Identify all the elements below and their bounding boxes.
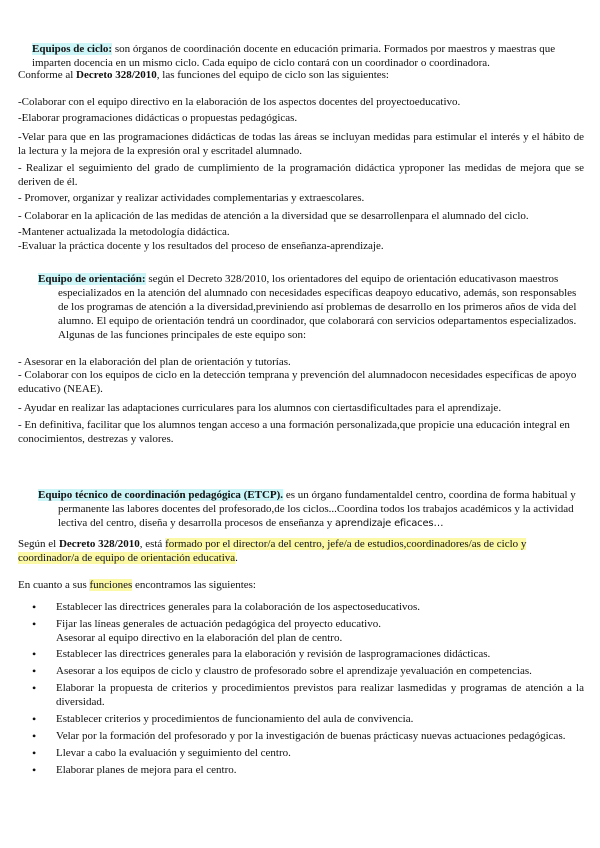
list-item: • Llevar a cabo la evaluación y seguimiento del centro.	[18, 746, 584, 760]
orientacion-text: según el Decreto 328/2010, los orientadores del equipo de orientación educativason maestros especializados en la atención del alumnado con necesidades específicas deapoyo educativo, además, son responsables de los programas de atención a la diversidad,previniendo así problemas de desarrollo en los primeros años de vida del alumno. El equipo de orientación tendrá un coordinador, que colaborará con servicios odepartamentos especializados. Algunas de las funciones principales de este equipo son:	[58, 273, 577, 341]
conforme-suffix: , las funciones del equipo de ciclo son las siguientes:	[156, 69, 389, 81]
segun-highlight: formado por el director/a del centro, jefe/a de estudios,coordinadores/as de ciclo y coordinador/a de equipo de orientación educativa	[18, 538, 527, 564]
ciclo-function: -Elaborar programaciones didácticas o propuestas pedagógicas.	[18, 112, 298, 124]
ciclo-intro	[18, 42, 584, 70]
etcp-funciones	[18, 578, 584, 592]
funciones-suffix: encontramos las siguientes:	[135, 579, 256, 591]
ciclo-function: - Promover, organizar y realizar actividades complementarias y extraescolares.	[18, 192, 365, 204]
etcp-intro	[18, 488, 584, 531]
funciones-word: funciones	[89, 579, 133, 591]
etcp-title: Equipo técnico de coordinación pedagógica (ETCP).	[38, 489, 284, 501]
ciclo-title: Equipos de ciclo:	[32, 43, 113, 55]
ciclo-function: -Colaborar con el equipo directivo en la elaboración de los aspectos docentes del proyectoeducativo.	[18, 96, 461, 108]
ciclo-function: -Evaluar la práctica docente y los resultados del proceso de enseñanza-aprendizaje.	[18, 240, 384, 252]
etcp-function-list	[18, 600, 584, 780]
list-item: • Asesorar a los equipos de ciclo y claustro de profesorado sobre el aprendizaje yevaluación en competencias.	[18, 664, 584, 678]
etcp-text: es un órgano fundamentaldel centro, coordina de forma habitual y permanente las labores docentes del profesorado,de los ciclos...Coordina todos los trabajos académicos y la actividad lectiva del centro, diseña y desarrolla procesos de enseñanza y	[58, 489, 576, 529]
list-item: • Elaborar planes de mejora para el centro.	[18, 763, 584, 777]
orientacion-function: - Colaborar con los equipos de ciclo en la detección temprana y prevención del alumnadocon necesidades específicas de apoyo educativo (NEAE).	[18, 369, 577, 395]
orientacion-function: - En definitiva, facilitar que los alumnos tengan acceso a una formación personalizada,que propicie una educación integral en conocimientos, destrezas y valores.	[18, 419, 570, 445]
ciclo-intro-text: son órganos de coordinación docente en educación primaria. Formados por maestros y maestras que imparten docencia en un mismo ciclo. Cada equipo de ciclo contará con un coordinador o coordinadora.	[32, 43, 556, 69]
orientacion-intro	[18, 272, 584, 342]
list-item-text: Fijar las líneas generales de actuación pedagógica del proyecto educativo.	[56, 618, 381, 630]
orientacion-title: Equipo de orientación:	[38, 273, 146, 285]
list-item: • Establecer criterios y procedimientos de funcionamiento del aula de convivencia.	[18, 712, 584, 726]
ciclo-function: - Realizar el seguimiento del grado de cumplimiento de la programación didáctica yproponer las medidas de mejora que se deriven de él.	[18, 162, 584, 188]
list-item	[18, 617, 584, 645]
ciclo-function: -Velar para que en las programaciones didácticas de todas las áreas se incluyan medidas para estimular el interés y el hábito de la lectura y la mejora de la expresión oral y escritadel alumnado.	[18, 131, 584, 157]
orientacion-function: - Ayudar en realizar las adaptaciones curriculares para los alumnos con ciertasdificultades para el aprendizaje.	[18, 402, 502, 414]
funciones-prefix: En cuanto a sus	[18, 579, 87, 591]
ciclo-function: - Colaborar en la aplicación de las medidas de atención a la diversidad que se desarrollenpara el alumnado del ciclo.	[18, 210, 529, 222]
segun-end: .	[235, 552, 238, 564]
decree-ref: Decreto 328/2010	[76, 69, 157, 81]
list-item-continuation: Asesorar al equipo directivo en la elaboración del plan de centro.	[56, 632, 343, 644]
decree-ref: Decreto 328/2010	[58, 538, 140, 550]
segun-mid: , está	[139, 538, 163, 550]
ciclo-function: -Mantener actualizada la metodología didáctica.	[18, 226, 230, 238]
conforme-prefix: Conforme al	[18, 69, 74, 81]
etcp-text-end: aprendizaje eficaces…	[335, 518, 444, 529]
list-item: • Establecer las directrices generales para la elaboración y revisión de lasprogramaciones didácticas.	[18, 647, 584, 661]
etcp-segun	[18, 537, 584, 565]
list-item: • Velar por la formación del profesorado y por la investigación de buenas prácticasy nuevas actuaciones pedagógicas.	[18, 729, 584, 743]
orientacion-function: - Asesorar en la elaboración del plan de orientación y tutorías.	[18, 356, 291, 368]
ciclo-conforme	[18, 68, 584, 82]
segun-prefix: Según el	[18, 538, 57, 550]
list-item: • Establecer las directrices generales para la colaboración de los aspectoseducativos.	[18, 600, 584, 614]
list-item: • Elaborar la propuesta de criterios y procedimientos previstos para realizar lasmedidas y programas de atención a la diversidad.	[18, 681, 584, 709]
